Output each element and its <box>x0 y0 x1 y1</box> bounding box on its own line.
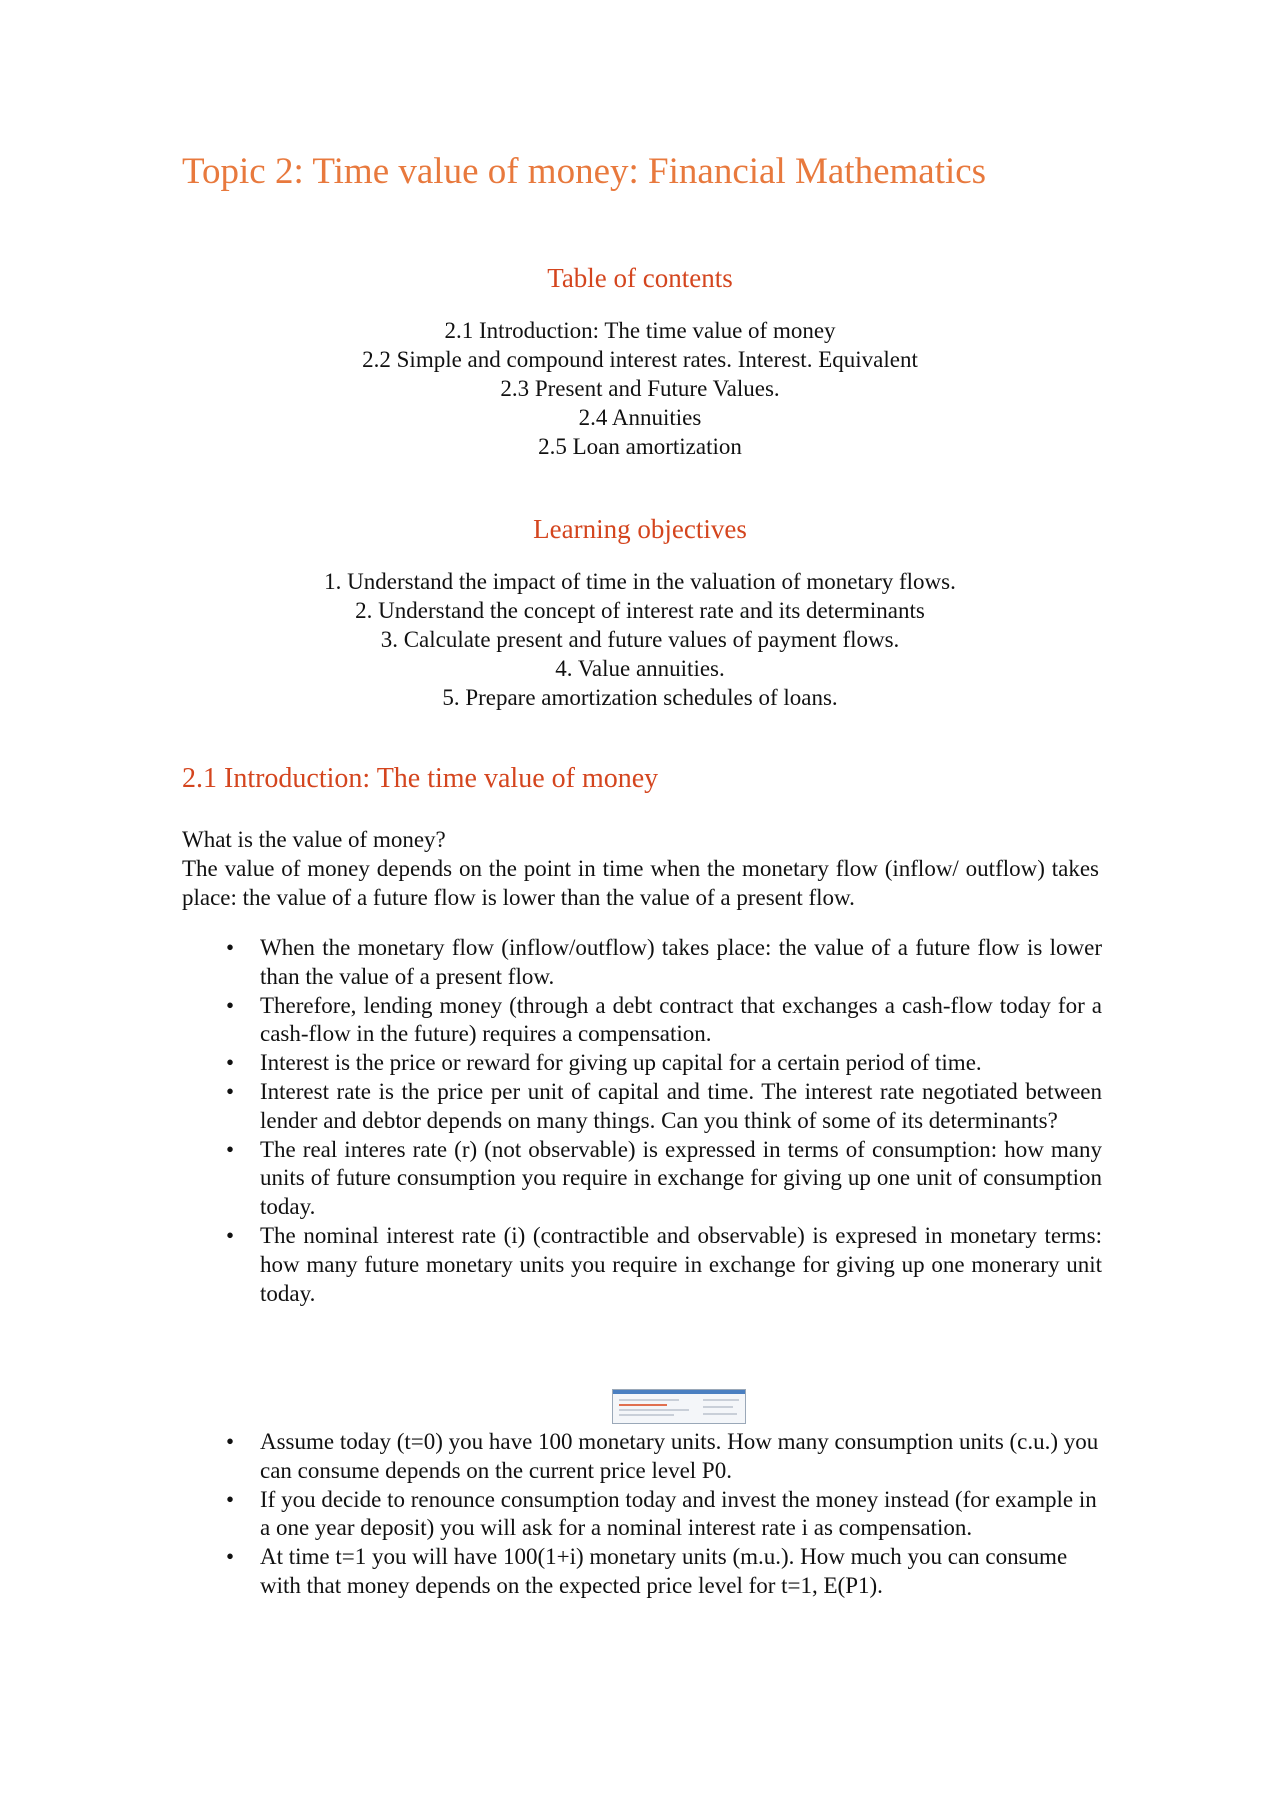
bullet-marker: • <box>225 1486 235 1512</box>
bullet-marker: • <box>225 935 235 960</box>
bullet-marker: • <box>225 1078 235 1104</box>
toc-item: 2.3 Present and Future Values. <box>500 376 780 401</box>
bullet-item <box>182 1049 1102 1078</box>
bullet-text: If you decide to renounce consumption today and invest the money instead (for example in a one year deposit) you will ask for a nominal interest rate i as compensation. <box>260 1486 1097 1541</box>
bullet-item <box>182 1222 1102 1308</box>
toc-item: 2.4 Annuities <box>578 405 702 430</box>
bullet-text: Interest rate is the price per unit of capital and time. The interest rate negotiated between lender and debtor depends on many things. Can you think of some of its determinants? <box>260 1078 1102 1133</box>
bullet-text: Interest is the price or reward for giving up capital for a certain period of time. <box>260 1050 982 1076</box>
bullet-text: The real interes rate (r) (not observable) is expressed in terms of consumption: how many units of future consumption you require in exchange for giving up one unit of consumption today. <box>260 1136 1102 1220</box>
thumb-line <box>619 1414 674 1416</box>
objective-item: 3. Calculate present and future values of payment flows. <box>380 627 900 652</box>
bullet-text: Assume today (t=0) you have 100 monetary units. How many consumption units (c.u.) you can consume depends on the current price level P0. <box>260 1429 1099 1483</box>
bullet-marker: • <box>225 1050 235 1076</box>
bullet-text: The nominal interest rate (i) (contractible and observable) is expresed in monetary terms: how many future monetary units you require in exchange for giving up one monerary unit today. <box>260 1222 1102 1306</box>
thumb-line <box>619 1399 679 1401</box>
thumb-line <box>703 1406 733 1408</box>
objective-item: 4. Value annuities. <box>555 656 725 681</box>
bullet-marker: • <box>225 992 235 1018</box>
bullet-text: When the monetary flow (inflow/outflow) takes place: the value of a future flow is lower than the value of a present flow. <box>260 935 1102 989</box>
toc-item: 2.5 Loan amortization <box>538 434 742 459</box>
objective-item: 5. Prepare amortization schedules of loans. <box>442 685 838 710</box>
bullet-item <box>182 934 1102 992</box>
thumb-line <box>703 1399 739 1401</box>
learning-objectives-list <box>0 567 1280 712</box>
bullet-marker: • <box>225 1429 235 1454</box>
thumb-titlebar <box>613 1390 745 1394</box>
bullet-item <box>182 992 1102 1050</box>
bullet-item <box>182 1428 1102 1486</box>
bullet-marker: • <box>225 1222 235 1248</box>
toc-item: 2.1 Introduction: The time value of money <box>444 318 836 343</box>
thumb-line <box>703 1413 737 1415</box>
intro-question: What is the value of money? <box>182 827 446 852</box>
intro-block <box>182 825 1099 912</box>
toc-item: 2.2 Simple and compound interest rates. Interest. Equivalent <box>362 347 918 372</box>
learning-objectives-heading: Learning objectives <box>533 514 747 544</box>
bullet-marker: • <box>225 1136 235 1162</box>
toc-heading: Table of contents <box>547 263 733 293</box>
intro-paragraph: The value of money depends on the point in time when the monetary flow (inflow/ outflow) takes place: the value of a future flow is lower than the value of a present flow. <box>182 856 1099 910</box>
objective-item: 2. Understand the concept of interest rate and its determinants <box>355 598 925 623</box>
bullet-text: Therefore, lending money (through a debt contract that exchanges a cash-flow today for a cash-flow in the future) requires a compensation. <box>260 992 1102 1047</box>
bullet-list <box>182 934 1102 1308</box>
bullet-item <box>182 1486 1102 1544</box>
bullet-text: At time t=1 you will have 100(1+i) monetary units (m.u.). How much you can consume with that money depends on the expected price level for t=1, E(P1). <box>260 1544 1068 1598</box>
embedded-screenshot-image <box>612 1389 746 1424</box>
bullet-list <box>182 1428 1102 1601</box>
bullet-marker: • <box>225 1544 235 1570</box>
section-heading-2-1: 2.1 Introduction: The time value of money <box>182 763 659 794</box>
bullet-item <box>182 1078 1102 1136</box>
bullet-item <box>182 1136 1102 1222</box>
thumb-line <box>619 1404 667 1406</box>
thumb-line <box>619 1409 689 1411</box>
toc-list <box>0 316 1280 461</box>
bullet-item <box>182 1543 1102 1601</box>
document-title: Topic 2: Time value of money: Financial Mathematics <box>182 151 987 192</box>
objective-item: 1. Understand the impact of time in the valuation of monetary flows. <box>324 569 956 594</box>
